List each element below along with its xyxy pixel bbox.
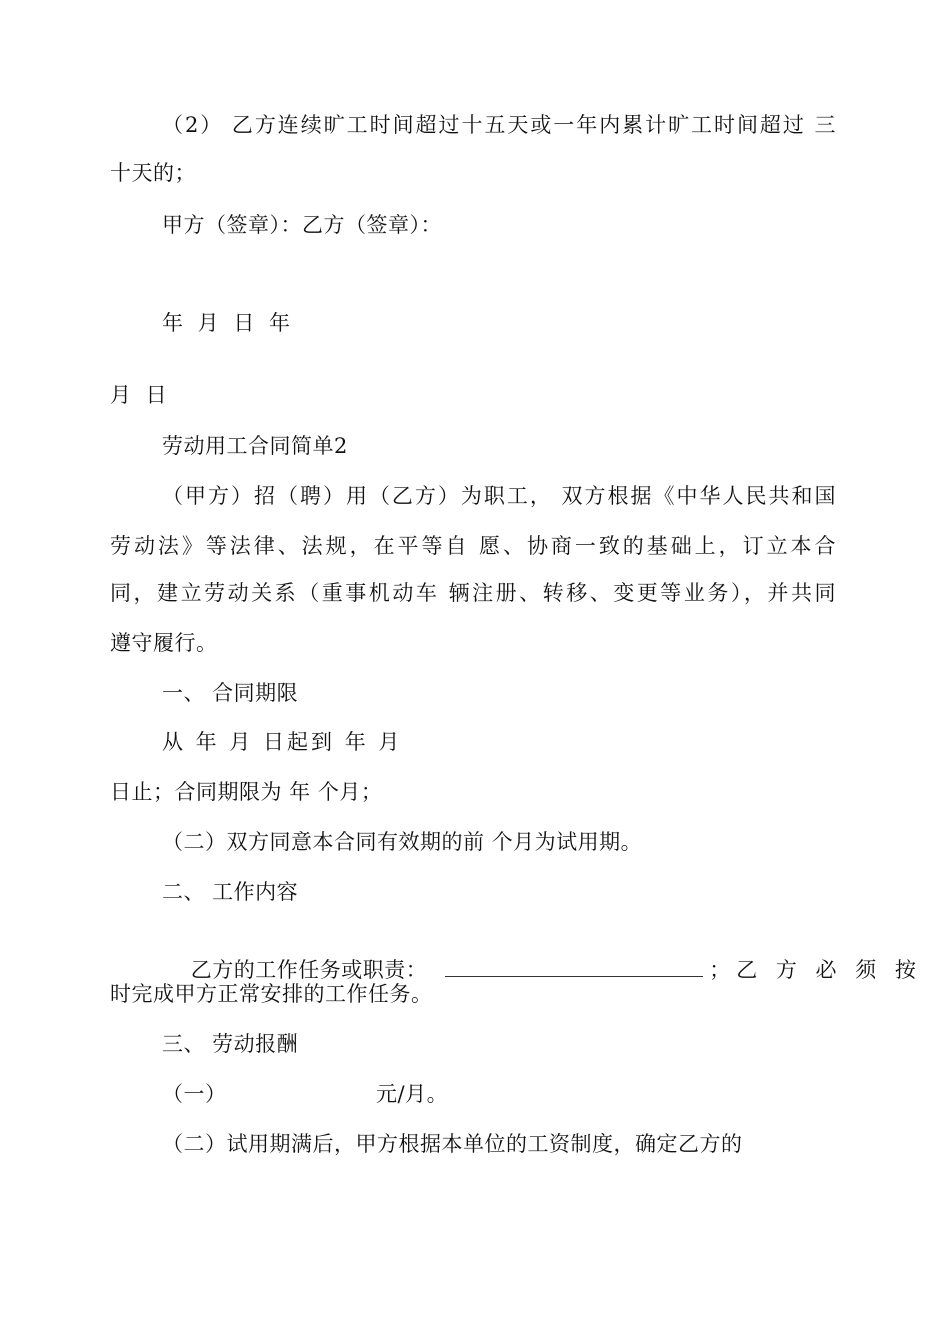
term-line-2: 日止；合同期限为 年 个月； <box>110 780 383 804</box>
clause-2-line-2: 十天的； <box>110 161 196 185</box>
duties-blank <box>445 958 703 977</box>
section-2-heading: 二、 工作内容 <box>162 880 299 904</box>
preamble-line-1: （甲方）招（聘）用（乙方）为职工， 双方根据《中华人民共和国 <box>162 484 836 508</box>
signature-line: 甲方（签章）：乙方（签章）： <box>162 213 442 237</box>
probation-line: （二）双方同意本合同有效期的前 个月为试用期。 <box>162 830 643 854</box>
duties-continuation: ；乙 方 必 须 按 <box>709 958 922 982</box>
clause-2-line-1: （2） 乙方连续旷工时间超过十五天或一年内累计旷工时间超过 三 <box>162 113 836 137</box>
pay-item-2-line: （二）试用期满后，甲方根据本单位的工资制度，确定乙方的 <box>162 1132 743 1156</box>
duties-label: 乙方的工作任务或职责： <box>190 958 428 982</box>
preamble-line-3: 同，建立劳动关系（重事机动车 辆注册、转移、变更等业务），并共同 <box>110 581 836 605</box>
preamble-line-4: 遵守履行。 <box>110 631 218 655</box>
duties-line-2: 时完成甲方正常安排的工作任务。 <box>110 982 433 1006</box>
pay-item-1-unit: 元/月。 <box>376 1082 449 1106</box>
preamble-line-2: 劳动法》等法律、法规，在平等自 愿、协商一致的基础上，订立本合 <box>110 534 836 558</box>
term-line-1: 从 年 月 日起到 年 月 <box>162 730 403 754</box>
document-title: 劳动用工合同简单2 <box>162 434 348 458</box>
section-3-heading: 三、 劳动报酬 <box>162 1032 299 1056</box>
date-line-2: 月 日 <box>110 383 171 407</box>
date-line-1: 年 月 日 年 <box>162 311 295 335</box>
section-1-heading: 一、 合同期限 <box>162 681 299 705</box>
pay-item-1-label: （一） <box>162 1082 227 1106</box>
